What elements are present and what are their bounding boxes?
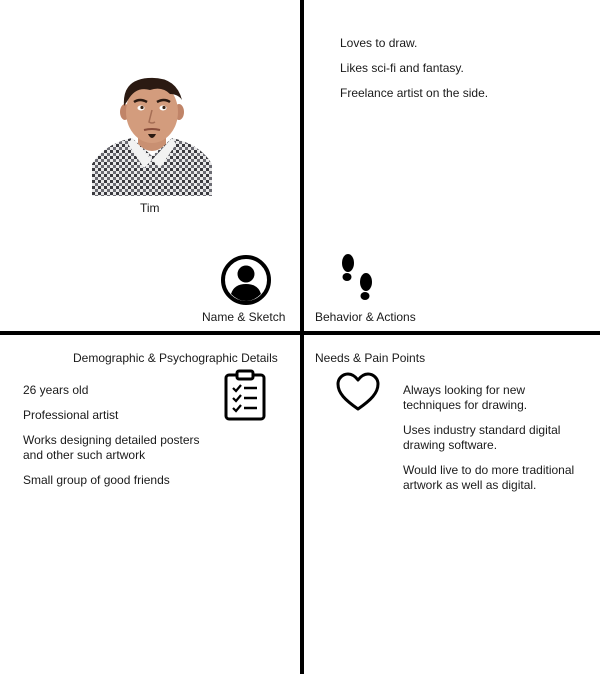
clipboard-checklist-icon: [224, 369, 266, 421]
horizontal-divider: [0, 331, 600, 335]
behavior-item: Likes sci-fi and fantasy.: [340, 61, 464, 75]
behavior-actions-label: Behavior & Actions: [315, 310, 416, 324]
heart-icon: [335, 371, 381, 413]
vertical-divider: [300, 0, 304, 674]
demographic-item: Professional artist: [23, 408, 119, 422]
name-sketch-label: Name & Sketch: [202, 310, 286, 324]
behavior-item: Loves to draw.: [340, 36, 418, 50]
demographic-label: Demographic & Psychographic Details: [73, 351, 278, 365]
demographic-item: 26 years old: [23, 383, 89, 397]
persona-name: Tim: [140, 201, 160, 215]
needs-item: Uses industry standard digital drawing software.: [403, 423, 561, 452]
user-circle-icon: [220, 254, 272, 306]
demographic-item: Works designing detailed posters and other such artwork: [23, 433, 200, 462]
demographic-item: Small group of good friends: [23, 473, 170, 487]
behavior-item: Freelance artist on the side.: [340, 86, 489, 100]
footprints-icon: [337, 252, 377, 304]
needs-label: Needs & Pain Points: [315, 351, 426, 365]
needs-item: Would live to do more traditional artwork as well as digital.: [403, 463, 575, 492]
persona-photo: [92, 72, 212, 196]
needs-item: Always looking for new techniques for drawing.: [403, 383, 528, 412]
